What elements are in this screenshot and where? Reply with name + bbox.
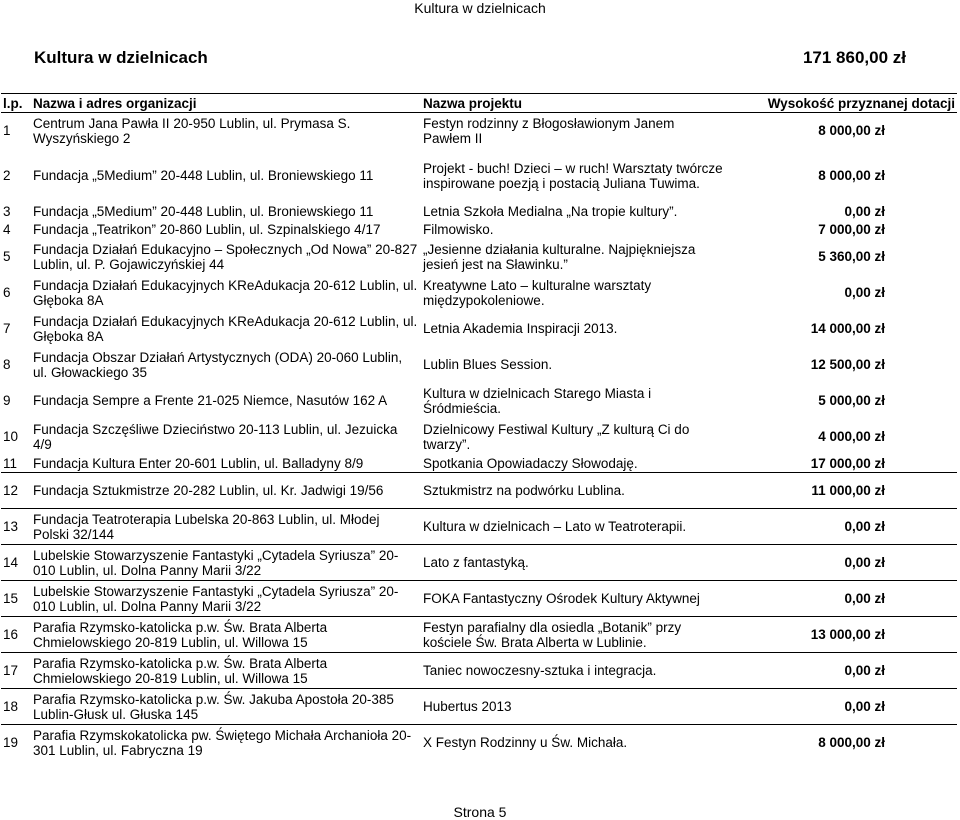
amount-cell: 12 500,00 zł	[810, 357, 885, 372]
organization-cell: Parafia Rzymskokatolicka pw. Świętego Michała Archanioła 20-301 Lublin, ul. Fabryczna 19	[31, 725, 421, 761]
project-cell: Kultura w dzielnicach – Lato w Teatroterapii.	[421, 509, 725, 545]
amount-cell: 7 000,00 zł	[818, 222, 885, 237]
organization-cell: Parafia Rzymsko-katolicka p.w. Św. Brata Alberta Chmielowskiego 20-819 Lublin, ul. Willowa 15	[31, 653, 421, 689]
column-header-project: Nazwa projektu	[421, 94, 725, 113]
row-number: 17	[1, 653, 31, 689]
row-number: 6	[3, 285, 11, 300]
table-row	[1, 419, 957, 455]
amount-cell: 0,00 zł	[725, 509, 957, 545]
project-cell: Taniec nowoczesny-sztuka i integracja.	[421, 653, 725, 689]
row-number: 7	[3, 321, 11, 336]
amount-cell: 0,00 zł	[725, 581, 957, 617]
amount-cell: 5 000,00 zł	[818, 393, 885, 408]
project-cell: Filmowisko.	[423, 222, 494, 237]
organization-cell: Parafia Rzymsko-katolicka p.w. Św. Jakuba Apostoła 20-385 Lublin-Głusk ul. Głuska 145	[31, 689, 421, 725]
amount-cell: 0,00 zł	[844, 285, 885, 300]
amount-cell: 4 000,00 zł	[818, 429, 885, 444]
project-cell: Lublin Blues Session.	[423, 357, 553, 372]
amount-cell: 14 000,00 zł	[810, 321, 885, 336]
organization-cell: Fundacja Kultura Enter 20-601 Lublin, ul. Balladyny 8/9	[33, 455, 364, 471]
table-row	[1, 239, 957, 275]
project-cell: „Jesienne działania kulturalne. Najpiękniejsza jesień jest na Sławinku.”	[423, 241, 696, 272]
organization-cell: Fundacja Sztukmistrze 20-282 Lublin, ul. Kr. Jadwigi 19/56	[31, 473, 421, 509]
amount-cell: 5 360,00 zł	[818, 249, 885, 264]
row-number: 12	[1, 473, 31, 509]
table-row	[1, 473, 957, 509]
project-cell: Festyn parafialny dla osiedla „Botanik” przy kościele Św. Brata Alberta w Lublinie.	[421, 617, 725, 653]
amount-cell: 8 000,00 zł	[818, 123, 885, 139]
row-number: 11	[3, 455, 18, 471]
organization-cell: Parafia Rzymsko-katolicka p.w. Św. Brata Alberta Chmielowskiego 20-819 Lublin, ul. Willowa 15	[31, 617, 421, 653]
organization-cell: Fundacja „5Medium” 20-448 Lublin, ul. Broniewskiego 11	[33, 204, 374, 219]
organization-cell: Fundacja Działań Edukacyjno – Społecznych „Od Nowa” 20-827 Lublin, ul. P. Gojawiczyńskiej 44	[33, 241, 418, 272]
row-number: 8	[3, 357, 11, 372]
project-cell: Festyn rodzinny z Błogosławionym Janem Pawłem II	[423, 115, 675, 146]
organization-cell: Fundacja Obszar Działań Artystycznych (ODA) 20-060 Lublin, ul. Głowackiego 35	[33, 349, 403, 380]
total-amount: 171 860,00 zł	[802, 48, 906, 67]
project-cell: Kreatywne Lato – kulturalne warsztaty międzypokoleniowe.	[423, 277, 652, 308]
project-cell: FOKA Fantastyczny Ośrodek Kultury Aktywnej	[421, 581, 725, 617]
table-row	[1, 455, 957, 473]
organization-cell: Fundacja Szczęśliwe Dzieciństwo 20-113 Lublin, ul. Jezuicka 4/9	[33, 421, 398, 452]
project-cell: Dzielnicowy Festiwal Kultury „Z kulturą Ci do twarzy”.	[423, 421, 690, 452]
organization-cell: Lubelskie Stowarzyszenie Fantastyki „Cytadela Syriusza” 20-010 Lublin, ul. Dolna Panny Marii 3/22	[31, 581, 421, 617]
row-number: 19	[1, 725, 31, 761]
row-number: 14	[1, 545, 31, 581]
page-number: Strona 5	[453, 804, 507, 820]
table-row	[1, 653, 957, 689]
row-number: 4	[3, 222, 11, 237]
grants-table	[1, 93, 957, 761]
amount-cell: 0,00 zł	[725, 545, 957, 581]
table-row	[1, 509, 957, 545]
organization-cell: Fundacja Sempre a Frente 21-025 Niemce, Nasutów 162 A	[33, 393, 388, 408]
table-row	[1, 545, 957, 581]
table-row	[1, 581, 957, 617]
project-cell: Letnia Szkoła Medialna „Na tropie kultury”.	[423, 204, 678, 219]
project-cell: Projekt - buch! Dzieci – w ruch! Warsztaty twórcze inspirowane poezją i postacią Juliana Tuwima.	[423, 160, 723, 191]
table-row	[1, 383, 957, 419]
row-number: 2	[3, 168, 11, 183]
table-row	[1, 149, 957, 203]
table-row	[1, 275, 957, 311]
amount-cell: 11 000,00 zł	[725, 473, 957, 509]
project-cell: Sztukmistrz na podwórku Lublina.	[421, 473, 725, 509]
project-cell: Kultura w dzielnicach Starego Miasta i Śródmieścia.	[423, 385, 652, 416]
organization-cell: Fundacja Teatroterapia Lubelska 20-863 Lublin, ul. Młodej Polski 32/144	[31, 509, 421, 545]
row-number: 9	[3, 393, 11, 408]
project-cell: Lato z fantastyką.	[421, 545, 725, 581]
amount-cell: 13 000,00 zł	[725, 617, 957, 653]
table-header-row	[1, 94, 957, 113]
row-number: 5	[3, 249, 11, 264]
amount-cell: 17 000,00 zł	[810, 455, 885, 471]
column-header-amount: Wysokość przyznanej dotacji	[725, 94, 957, 113]
row-number: 10	[3, 429, 19, 444]
project-cell: Hubertus 2013	[421, 689, 725, 725]
row-number: 1	[3, 123, 11, 139]
page-header: Kultura w dzielnicach	[414, 0, 546, 16]
project-cell: Spotkania Opowiadaczy Słowodaję.	[423, 455, 638, 471]
column-header-organization: Nazwa i adres organizacji	[31, 94, 421, 113]
table-row	[1, 725, 957, 761]
table-row	[1, 617, 957, 653]
row-number: 3	[3, 204, 11, 219]
organization-cell: Fundacja Działań Edukacyjnych KReAdukacja 20-612 Lublin, ul. Głęboka 8A	[33, 313, 418, 344]
organization-cell: Fundacja Działań Edukacyjnych KReAdukacja 20-612 Lublin, ul. Głęboka 8A	[33, 277, 418, 308]
amount-cell: 0,00 zł	[844, 204, 885, 219]
project-cell: Letnia Akademia Inspiracji 2013.	[423, 321, 618, 336]
amount-cell: 0,00 zł	[725, 689, 957, 725]
table-row	[1, 113, 957, 149]
amount-cell: 0,00 zł	[725, 653, 957, 689]
organization-cell: Fundacja „5Medium” 20-448 Lublin, ul. Broniewskiego 11	[33, 168, 374, 183]
amount-cell: 8 000,00 zł	[725, 725, 957, 761]
row-number: 15	[1, 581, 31, 617]
table-row	[1, 311, 957, 347]
table-row	[1, 203, 957, 221]
row-number: 16	[1, 617, 31, 653]
table-row	[1, 347, 957, 383]
table-row	[1, 689, 957, 725]
table-row	[1, 221, 957, 239]
organization-cell: Lubelskie Stowarzyszenie Fantastyki „Cytadela Syriusza” 20-010 Lublin, ul. Dolna Panny Marii 3/22	[31, 545, 421, 581]
organization-cell: Fundacja „Teatrikon” 20-860 Lublin, ul. Szpinalskiego 4/17	[33, 222, 381, 237]
document-title: Kultura w dzielnicach	[34, 48, 208, 67]
amount-cell: 8 000,00 zł	[818, 168, 885, 183]
project-cell: X Festyn Rodzinny u Św. Michała.	[421, 725, 725, 761]
organization-cell: Centrum Jana Pawła II 20-950 Lublin, ul. Prymasa S. Wyszyńskiego 2	[33, 115, 351, 146]
column-header-lp: l.p.	[1, 94, 31, 113]
row-number: 13	[1, 509, 31, 545]
row-number: 18	[1, 689, 31, 725]
